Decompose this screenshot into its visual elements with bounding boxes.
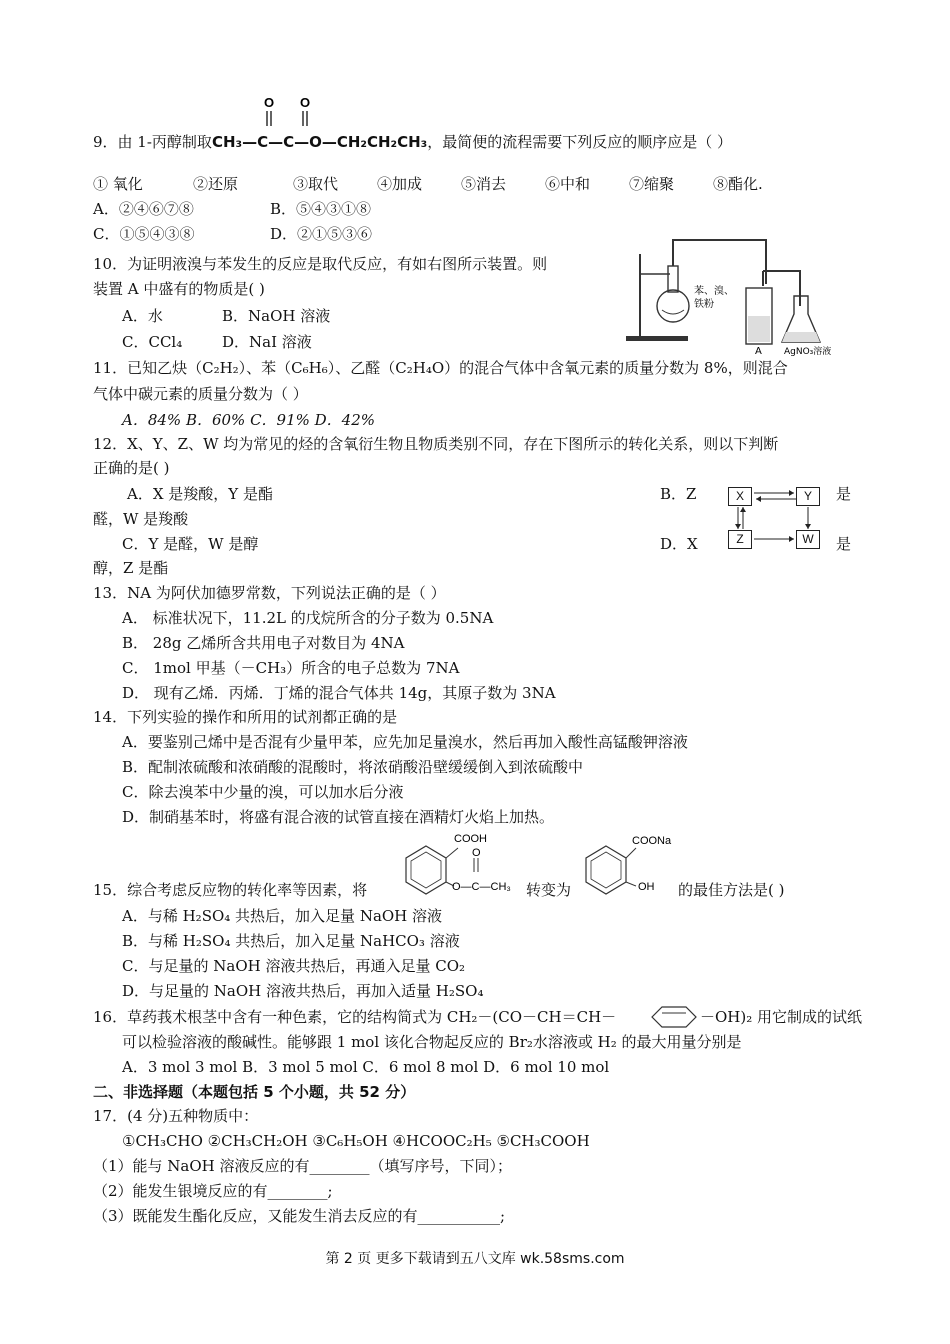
q15-prefix: 15．综合考虑反应物的转化率等因素，将 (93, 881, 368, 899)
q12-option-c: C．Y 是醛，W 是醇 (122, 535, 259, 553)
q16-line1-b: －OH)₂ 用它制成的试纸 (700, 1008, 863, 1026)
reactant-o: O (472, 847, 481, 859)
q14-stem: 14．下列实验的操作和所用的试剂都正确的是 (93, 708, 398, 726)
benzene-ring-icon (646, 1004, 702, 1030)
reactant-cooh: COOH (454, 833, 487, 845)
q17-stem: 17．(4 分)五种物质中： (93, 1107, 259, 1125)
q14-option-b: B．配制浓硫酸和浓硝酸的混酸时，将浓硝酸沿壁缓缓倒入到浓硫酸中 (122, 758, 584, 776)
q9-formula: CH₃—C—C—O—CH₂CH₂CH₃ (211, 133, 428, 151)
q10-options-cd: C．CCl₄ D．NaI 溶液 (122, 333, 312, 351)
q13-option-c: C． 1mol 甲基（－CH₃）所含的电子总数为 7NA (122, 659, 460, 677)
q14-option-d: D．制硝基苯时，将盛有混合液的试管直接在酒精灯火焰上加热。 (122, 808, 555, 826)
q13-stem: 13．NA 为阿伏加德罗常数，下列说法正确的是（ ） (93, 584, 446, 602)
q15-option-b: B．与稀 H₂SO₄ 共热后，加入足量 NaHCO₃ 溶液 (122, 932, 460, 950)
q9-options-cd: C．①⑤④③⑧ D．②①⑤③⑥ (93, 225, 373, 243)
reactant-ester: O—C—CH₃ (452, 881, 511, 893)
apparatus-drawing (618, 236, 858, 356)
q10-options-ab: A．水 B．NaOH 溶液 (122, 307, 331, 325)
box-x: X (728, 487, 752, 506)
q17-list: ①CH₃CHO ②CH₃CH₂OH ③C₆H₅OH ④HCOOC₂H₅ ⑤CH₃COOH (122, 1132, 590, 1150)
q15-option-d: D．与足量的 NaOH 溶液共热后，再加入适量 H₂SO₄ (122, 982, 484, 1000)
page-footer: 第 2 页 更多下载请到五八文库 wk.58sms.com (325, 1251, 625, 1267)
q12-option-d-head: D．X (660, 535, 698, 553)
salicylate-drawing (582, 828, 682, 900)
q13-option-b: B． 28g 乙烯所含共用电子对数目为 4NA (122, 634, 405, 652)
q10-line1: 10．为证明液溴与苯发生的反应是取代反应，有如右图所示装置。则 (93, 255, 548, 273)
q12-line2: 正确的是( ) (93, 459, 170, 477)
q12-conversion-diagram (728, 484, 828, 554)
q16-line1-a: 16．草药莪术根茎中含有一种色素，它的结构简式为 CH₂－(CO－CH＝CH－ (93, 1008, 617, 1026)
box-w: W (796, 530, 820, 549)
q15-option-c: C．与足量的 NaOH 溶液共热后，再通入足量 CO₂ (122, 957, 466, 975)
q12-option-d-tail: 是 (836, 535, 852, 553)
product-oh: OH (638, 881, 655, 893)
box-z: Z (728, 530, 752, 549)
product-coona: COONa (632, 835, 672, 847)
box-y: Y (796, 487, 820, 506)
q17-part2: （2）能发生银境反应的有________; (93, 1182, 333, 1200)
q16-options: A．3 mol 3 mol B．3 mol 5 mol C．6 mol 8 mol D．6 mol 10 mol (122, 1058, 610, 1076)
q14-option-c: C．除去溴苯中少量的溴，可以加水后分液 (122, 783, 404, 801)
q15-mid: 转变为 (526, 881, 572, 899)
q12-option-b-cont: 醛，W 是羧酸 (93, 510, 189, 528)
q9-options-ab: A．②④⑥⑦⑧ B．⑤④③①⑧ (93, 200, 372, 218)
q12-option-a: A．X 是羧酸，Y 是酯 (127, 485, 273, 503)
q15-product-structure (582, 828, 682, 900)
conversion-arrows (728, 484, 828, 554)
q17-part1: （1）能与 NaOH 溶液反应的有________（填写序号，下同）； (93, 1157, 513, 1175)
q11-line1: 11．已知乙炔（C₂H₂）、苯（C₆H₆）、乙醛（C₂H₄O）的混合气体中含氧元素的质量分数为 8%，则混合 (93, 359, 788, 377)
fig-label-agno3: AgNO₃溶液 (784, 347, 832, 356)
q15-suffix: 的最佳方法是( ) (678, 881, 785, 899)
q11-line2: 气体中碳元素的质量分数为（ ） (93, 385, 308, 403)
fig-label-iron: 铁粉 (694, 299, 714, 310)
svg-text:O: O (264, 96, 275, 110)
q10-line2: 装置 A 中盛有的物质是( ) (93, 280, 265, 298)
q9-stem: 9．由 1-丙醇制取CH₃—C—C—O—CH₂CH₂CH₃，最简便的流程需要下列反应的顺序应是（ ） (93, 133, 733, 151)
q12-line1: 12．X、Y、Z、W 均为常见的烃的含氧衍生物且物质类别不同，存在下图所示的转化关系，则以下判断 (93, 435, 779, 453)
q16-line2: 可以检验溶液的酸碱性。能够跟 1 mol 该化合物起反应的 Br₂水溶液或 H₂ 的最大用量分别是 (122, 1033, 742, 1051)
fig-label-reagents: 苯、溴、 (694, 286, 734, 297)
q13-option-d: D． 现有乙烯．丙烯．丁烯的混合气体共 14g，其原子数为 3NA (122, 684, 556, 702)
q12-option-b-head: B．Z (660, 485, 697, 503)
q14-option-a: A．要鉴别己烯中是否混有少量甲苯，应先加足量溴水，然后再加入酸性高锰酸钾溶液 (122, 733, 688, 751)
q10-apparatus-figure (618, 236, 858, 356)
q12-option-b-tail: 是 (836, 485, 852, 503)
q12-option-d-cont: 醇，Z 是酯 (93, 559, 169, 577)
q17-part3: （3）既能发生酯化反应，又能发生消去反应的有___________; (93, 1207, 506, 1225)
section-2-heading: 二、非选择题（本题包括 5 个小题，共 52 分） (93, 1083, 416, 1101)
q11-options: A．84% B．60% C．91% D．42% (122, 411, 376, 429)
q9-steps: ① 氧化 ②还原 ③取代 ④加成 ⑤消去 ⑥中和 ⑦缩聚 ⑧酯化. (93, 175, 763, 193)
q13-option-a: A． 标准状况下，11.2L 的戊烷所含的分子数为 0.5NA (122, 609, 494, 627)
q15-option-a: A．与稀 H₂SO₄ 共热后，加入足量 NaOH 溶液 (122, 907, 443, 925)
fig-label-a: A (755, 346, 762, 356)
svg-text:O: O (300, 96, 311, 110)
